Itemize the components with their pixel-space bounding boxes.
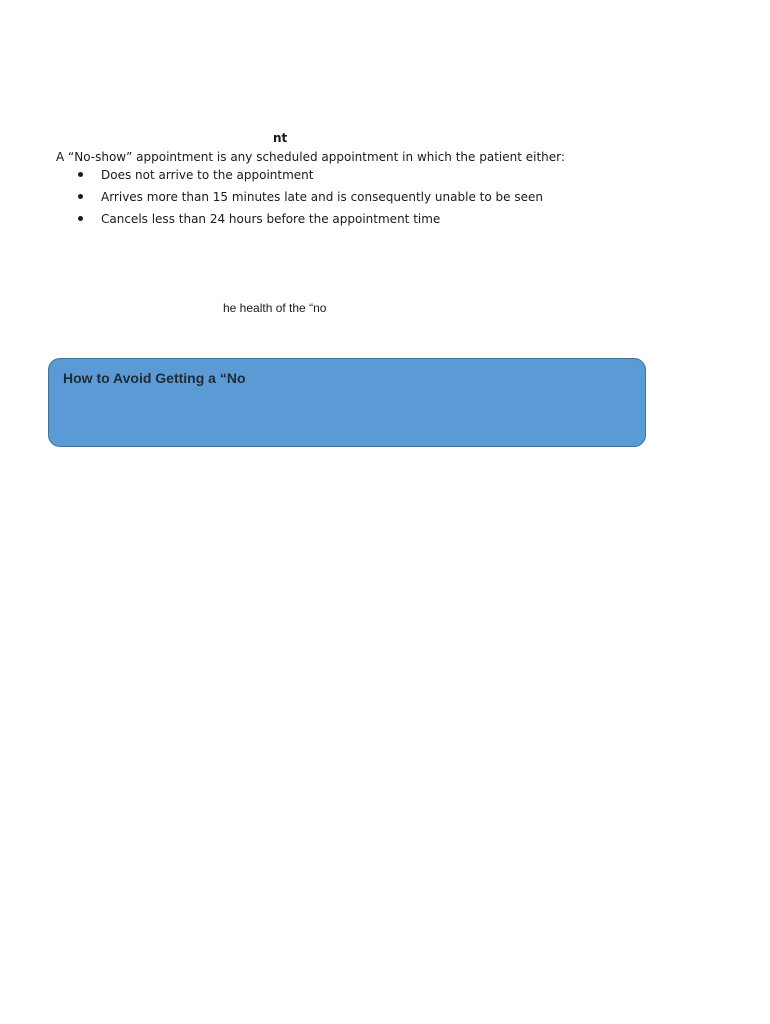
callout-title: How to Avoid Getting a “No <box>63 370 246 386</box>
no-show-definition-text: A “No-show” appointment is any scheduled appointment in which the patient either: <box>56 150 565 164</box>
criteria-text: Arrives more than 15 minutes late and is consequently unable to be seen <box>101 190 543 204</box>
bullet-icon <box>78 216 83 221</box>
callout-box <box>48 358 646 447</box>
criteria-text: Does not arrive to the appointment <box>101 168 314 182</box>
bullet-icon <box>78 172 83 177</box>
body-text-fragment: he health of the “no <box>223 301 327 315</box>
criteria-text: Cancels less than 24 hours before the appointment time <box>101 212 441 226</box>
bullet-icon <box>78 194 83 199</box>
section-heading-fragment: nt <box>273 131 288 145</box>
